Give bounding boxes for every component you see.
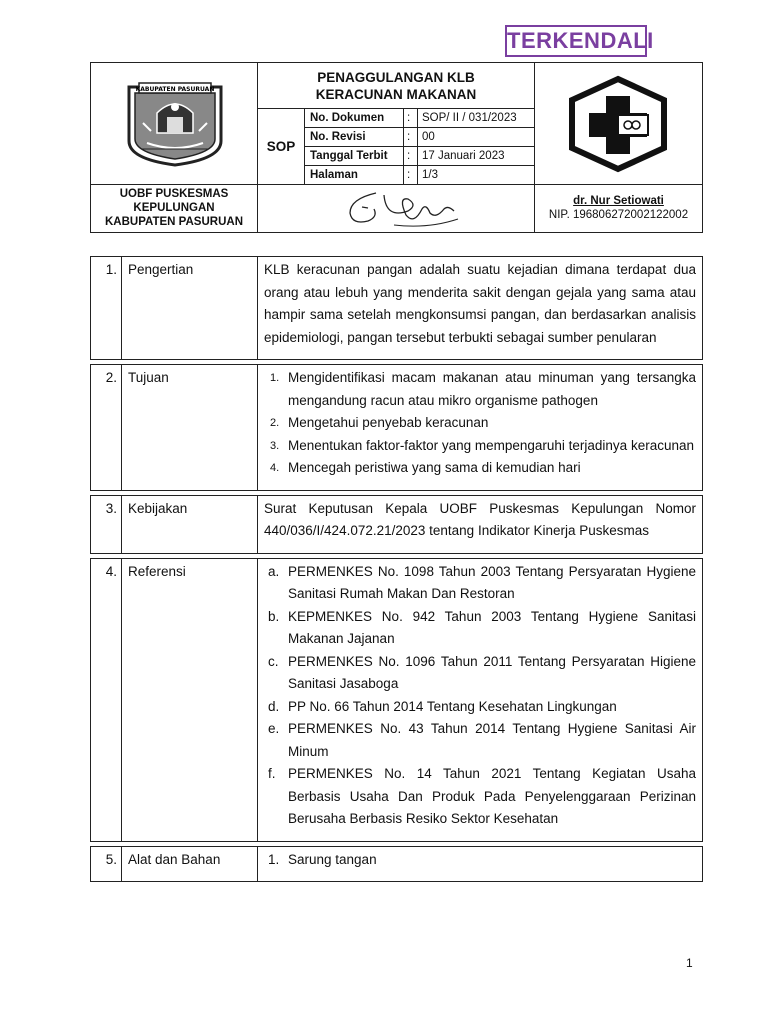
list-item: 2. Mengetahui penyebab keracunan: [270, 415, 489, 430]
list-item: c. PERMENKES No. 1096 Tahun 2011 Tentang Persyaratan Higiene Sanitasi Jasaboga: [268, 653, 696, 691]
section-list: [258, 558, 703, 841]
sop-content-table: [90, 256, 703, 882]
section-row-purpose: [91, 365, 703, 491]
sop-label: SOP: [258, 109, 305, 185]
list-item: a. PERMENKES No. 1098 Tahun 2003 Tentang Persyaratan Hygiene Sanitasi Rumah Makan Dan Restoran: [268, 563, 696, 601]
signature-icon: [258, 185, 534, 232]
signer-name: dr. Nur Setiowati: [573, 195, 664, 207]
pasuruan-crest-icon: [91, 63, 258, 185]
section-list: [258, 365, 703, 491]
regency-logo-cell: [91, 63, 258, 185]
page-number: 1: [686, 956, 693, 970]
section-number: 2.: [91, 365, 122, 491]
section-label: Tujuan: [122, 365, 258, 491]
list-item: 3. Menentukan faktor-faktor yang mempengaruhi terjadinya keracunan: [270, 437, 694, 453]
meta-row-document-number: No. Dokumen : SOP/ II / 031/2023: [305, 109, 534, 128]
section-number: 5.: [91, 846, 122, 882]
list-item: d. PP No. 66 Tahun 2014 Tentang Kesehatan Lingkungan: [268, 698, 617, 714]
section-row-references: [91, 558, 703, 841]
section-number: 4.: [91, 558, 122, 841]
section-row-policy: [91, 495, 703, 553]
controlled-stamp: TERKENDALI: [505, 25, 647, 57]
section-text: Surat Keputusan Kepala UOBF Puskesmas Kepulungan Nomor 440/036/I/424.072.21/2023 tentang Indikator Kinerja Puskesmas: [258, 495, 703, 553]
section-list: [258, 846, 703, 882]
section-number: 3.: [91, 495, 122, 553]
section-label: Kebijakan: [122, 495, 258, 553]
section-row-definition: [91, 257, 703, 360]
signature-cell: [258, 185, 534, 232]
crest-banner-text: KABUPATEN PASURUAN: [135, 86, 215, 93]
section-row-tools: [91, 846, 703, 882]
meta-row-page: Halaman : 1/3: [310, 169, 438, 181]
meta-row-revision: No. Revisi : 00: [305, 128, 534, 147]
document-meta: [305, 109, 534, 185]
signer-info: [534, 185, 702, 232]
organization-name: UOBF PUSKESMAS KEPULUNGAN KABUPATEN PASURUAN: [91, 185, 258, 232]
section-number: 1.: [91, 257, 122, 360]
meta-row-issue-date: Tanggal Terbit : 17 Januari 2023: [305, 147, 534, 166]
list-item: e. PERMENKES No. 43 Tahun 2014 Tentang Hygiene Sanitasi Air Minum: [268, 721, 696, 759]
list-item: f. PERMENKES No. 14 Tahun 2021 Tentang Kegiatan Usaha Berbasis Usaha Dan Produk Pada Penyelenggaraan Perizinan Berusaha Berbasis Resiko Sektor Kesehatan: [268, 766, 696, 826]
list-item: 1. Mengidentifikasi macam makanan atau minuman yang tersangka mengandung racun atau mikro organisme pathogen: [270, 370, 696, 408]
list-item: 1. Sarung tangan: [268, 851, 377, 867]
list-item: 4. Mencegah peristiwa yang sama di kemudian hari: [270, 460, 581, 475]
section-label: Referensi: [122, 558, 258, 841]
list-item: b. KEPMENKES No. 942 Tahun 2003 Tentang Hygiene Sanitasi Makanan Jajanan: [268, 608, 696, 646]
section-text: KLB keracunan pangan adalah suatu kejadian dimana terdapat dua orang atau lebuh yang menderita sakit dengan gejala yang sama atau hampir sama setelah mengkonsumsi pangan, dan berdasarkan analisis epidemiologi, pangan tersebut terbukti sebagai sumber penularan: [258, 257, 703, 360]
sop-header: [90, 62, 703, 233]
section-label: Pengertian: [122, 257, 258, 360]
puskesmas-logo-icon: [535, 63, 701, 185]
section-label: Alat dan Bahan: [122, 846, 258, 882]
puskesmas-logo-cell: [534, 63, 702, 185]
signer-nip: NIP. 196806272002122002: [548, 209, 689, 221]
document-title: PENAGGULANGAN KLB KERACUNAN MAKANAN: [258, 63, 534, 109]
